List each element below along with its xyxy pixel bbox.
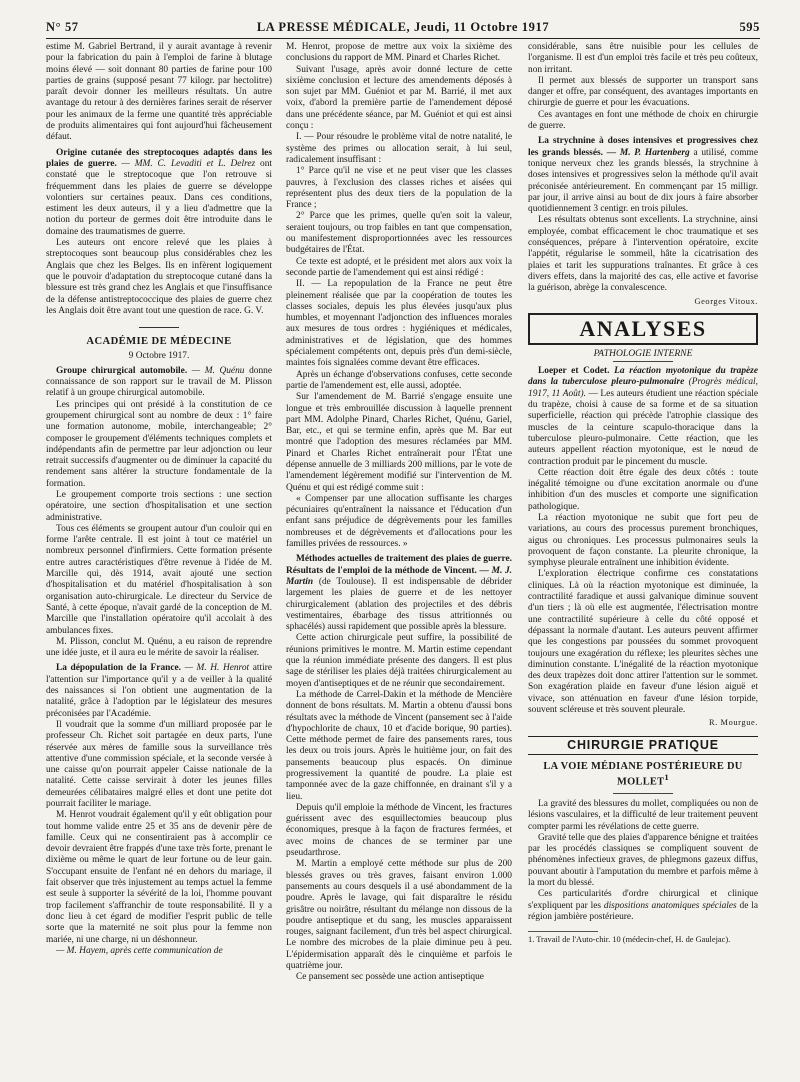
signature: G. V.	[244, 305, 264, 316]
paragraph: Ce pansement sec possède une action antiseptique	[296, 972, 484, 983]
footnote: 1. Travail de l'Auto-chir. 10 (médecin-chef, H. de Gaulejac).	[528, 935, 731, 945]
paragraph: « Compenser par une allocation suffisante les charges pécuniaires qu'entraînent la naissance et l'éducation d'un enfant sans préjudice de dégrèvements pour les familles nombreuses et de dégrèvements et d'allocations pour les familles privées de ressources. »	[286, 493, 512, 550]
paragraph: estime M. Gabriel Bertrand, il y aurait avantage à revenir pour la fabrication du pain à l'emploi de farine à blutage moins élevé — soit donnant 80 parties de farine pour 100 parties de grains (supposé pesant 77 kilogr. par hectolitre) paraît devoir donner les meilleurs résultats. Un autre avantage du retour à des dernières farines serait de réserver pour les animaux de la ferme une quantité très appréciable de produits alimentaires qui font aujourd'hui fâcheusement défaut.	[46, 42, 272, 143]
paragraph: Cette action chirurgicale peut suffire, la possibilité de réunions primitives le montre. M. Martin estime cependant que la réunion immédiate présente des dangers. Il est plus sage de stériliser les plaies déjà traitées chirurgicalement au moyen d'antiseptiques et de ne réunir que secondairement.	[286, 633, 512, 689]
article-groupe-chirurgical: Groupe chirurgical automobile. — M. Quénu donne connaissance de son rapport sur le travail de M. Plisson relatif à un groupe chirurgical automobile.	[46, 365, 272, 399]
paragraph: Gravité telle que des plaies d'apparence bénigne et traitées par les procédés classiques se compliquent souvent de phénomènes infectieux graves, de phlegmons gazeux diffus, pouvant aboutir à l'amputation du membre et parfois même à la mort du blessé.	[528, 832, 758, 889]
page-number: 595	[739, 20, 760, 34]
article-title: La réaction myotonique du trapèze dans la tuberculose pleuro-pulmonaire	[528, 366, 758, 388]
paragraph: M. Martin a employé cette méthode sur plus de 200 blessés graves ou très graves, faisant environ 1.000 pansements au cours desquels il a usé abondamment de la poudre. Après le lavage, qui fait disparaître le résidu grisâtre ou noirâtre, résultant du mélange non dissous de la poudre antiseptique et du sang, les muscles apparaissent rouges, saignant facilement, d'un très bel aspect chirurgical. Le nombre des microbes de la plaie diminue peu à peu. L'épidermisation apparaît dès le cinquième et parfois le quatrième jour.	[286, 859, 512, 972]
paragraph: II. — La repopulation de la France ne peut être pleinement réalisée que par la coopération de toutes les classes sociales, depuis les plus élevées jusqu'aux plus humbles, et moyennant l'adjonction des influences morales aux mesures de tous ordres : hygiéniques et médicales, administratives et de législation, que des hommes spécialement compétents ont, depuis près d'un demi-siècle, maintes fois signalées comme devant être efficaces.	[286, 279, 512, 369]
speaker-name: — M. Hayem, après cette communication de	[56, 945, 223, 956]
column-middle	[286, 42, 512, 1072]
paragraph: La méthode de Carrel-Dakin et la méthode de Mencière donnent de bons résultats. M. Martin a obtenu d'aussi bons résultats avec la méthode de Vincent (pansement sec à l'aide d'hypochlorite de chaux, 10 et d'acide borique, 90 parties). Cette méthode permet de faire des pansements rares, tous les deux ou trois jours. Après le huitième jour, on fait des pansements beaucoup plus espacés. On diminue progressivement la quantité de poudre. La plaie est tamponnée avec de la gaze chiffonnée, en drainant s'il y a lieu.	[286, 689, 512, 802]
footnote-marker: 1	[664, 772, 670, 783]
paragraph: Suivant l'usage, après avoir donné lecture de cette sixième conclusion et lecture des amendements déposés à son sujet par MM. Guéniot et par M. Barrié, il met aux voix, d'abord la première partie de l'amendement déposé dans une précédente séance, par M. Guéniot et qui est ainsi conçu :	[286, 64, 512, 132]
rubric-heading: PATHOLOGIE INTERNE	[528, 348, 758, 362]
page-header	[46, 16, 760, 39]
paragraph: La réaction myotonique ne subit que fort peu de variations, au cours des processus purement bronchiques, aigus ou chroniques. Les processus pulmonaires seuls la provoquent de façon constante. La pleurite chronique, la symphyse pleurale entraînent une inhibition évidente.	[528, 512, 758, 569]
article-title: La strychnine à doses intensives et progressives chez les grands blessés.	[528, 136, 758, 158]
session-date: 9 Octobre 1917.	[128, 351, 190, 362]
article-depopulation: La dépopulation de la France. — M. H. Henrot attire l'attention sur l'importance qu'il y a de veiller à la qualité des naissances si l'on obtient une augmentation de la natalité, grâce à l'adoption par le législateur des mesures préconisées par l'Académie.	[46, 663, 272, 719]
issue-number: N° 57	[46, 20, 79, 34]
article-origine-cutanee: Origine cutanée des streptocoques adaptés dans les plaies de guerre. — MM. C. Levaditi et L. Delrez ont constaté que le streptocoque que l'on retrouve si fréquemment dans les plaies de guerre se développe volontiers sur certaines peaux. Dans ces conditions, estiment les deux auteurs, il y a lieu d'admettre que la notion du porteur de germes doit être introduite dans le domaine des traumatismes de guerre.	[46, 147, 272, 237]
paragraph: M. Henrot voudrait également qu'il y eût obligation pour tout homme valide entre 25 et 35 ans de devenir père de famille. Ceux qui ne consentiraient pas à accomplir ce devoir devraient être frappés d'une taxe très forte, prenant le dixième ou même le quart de leur fortune ou de leur gain. S'occupant ensuite de l'enfant né en dehors du mariage, il fait observer que très injustement au temps actuel la femme est seule à supporter la sévérité de la loi, l'homme pouvant trop facilement s'affranchir de toute responsabilité. Il y a donc lieu à cet égard de modifier l'esprit public de telle sorte que la maternité ne soit plus pour la femme non mariée, ni une charge, ni un déshonneur.	[46, 810, 272, 945]
paragraph: Depuis qu'il emploie la méthode de Vincent, les fractures guérissent avec des esquillectomies beaucoup plus économiques, presque à la façon de fractures fermées, et avec moins de chances de se terminer par une pseudarthrose.	[286, 802, 512, 859]
paragraph: Les résultats obtenus sont excellents. La strychnine, ainsi employée, combat efficacement le choc traumatique et ses conséquences, prépare à l'intervention opératoire, excite l'appétit, régularise le sommeil, hâte la cicatrisation des plaies et tarit les suppurations traînantes. Et grâce à ces divers effets, dans la majorité des cas, elle active et favorise la guérison, abrège la convalescence.	[528, 215, 758, 294]
article-authors: — MM. C. Levaditi et L. Delrez	[116, 158, 256, 169]
article-authors: — M. H. Henrot	[181, 663, 250, 674]
paragraph: Les auteurs ont encore relevé que les plaies à streptocoques sont beaucoup plus considérables chez les Anglais que chez les Belges. Ils en infèrent logiquement que le pouvoir d'adaptation du streptocoque cutané dans la blessure est très grand chez les Anglais et que l'insuffisance de la défense antistreptococcique des plaies de guerre chez les Anglais doit être avant tout une question de race. G. V.	[46, 238, 272, 316]
paragraph: Il permet aux blessés de supporter un transport sans danger et offre, par conséquent, des avantages importants en chirurgie de guerre et pour les évacuations.	[528, 75, 758, 109]
paragraph: Ces avantages en font une méthode de choix en chirurgie de guerre.	[528, 109, 758, 132]
paragraph	[46, 946, 272, 957]
article-title: Méthodes actuelles de traitement des plaies de guerre. Résultats de l'emploi de la méthode de Vincent.	[286, 554, 512, 576]
section-banner-analyses: ANALYSES	[528, 313, 758, 345]
paragraph: Ce texte est adopté, et le président met alors aux voix la seconde partie de l'amendement qui est ainsi rédigé :	[286, 256, 512, 278]
article-strychnine: La strychnine à doses intensives et progressives chez les grands blessés. — M. P. Hartenberg a utilisé, comme tonique nerveux chez les grands blessés, la strychnine à doses intensives et progressives selon la méthode qu'il avait préconisée antérieurement. En commençant par 15 milligr. par jour, il arrive ainsi au bout de dix jours à faire absorber quotidiennement 3 centigr. en trois pilules.	[528, 136, 758, 215]
paragraph: 1° Parce qu'il ne vise et ne peut viser que les classes pauvres, à l'exclusion des classes riches et aisées qui représentent plus des deux tiers de la population de la France ;	[286, 166, 512, 211]
section-heading-academie: ACADÉMIE DE MÉDECINE	[46, 327, 272, 347]
article-reaction-myotonique: Loeper et Codet. La réaction myotonique du trapèze dans la tuberculose pleuro-pulmonaire (Progrès médical, 1917, 11 Août). — Les auteurs étudient une réaction spéciale du trapèze, choisi à cause de sa forme et de sa situation superficielle, réaction qui précède l'atrophie classique des muscles de la ceinture scapulo-thoracique dans la tuberculose pleuro-pulmonaire. Cette réaction, que les auteurs appellent réaction myotonique, est le nœud de contraction produit par le pincement du muscle.	[528, 366, 758, 467]
article-heading-voie-mediane: LA VOIE MÉDIANE POSTÉRIEURE DU MOLLET$^1$	[543, 760, 743, 788]
article-authors: — M. Quénu	[187, 365, 245, 376]
column-left	[46, 42, 272, 1072]
signature: Georges Vitoux.	[694, 296, 758, 306]
paragraph: L'exploration électrique confirme ces constatations cliniques. Là où la réaction myotonique est diminuée, la contractilité faradique et aussi galvanique diminue souvent d'un tiers ; là où elle est augmentée, l'électrisation montre une contractilité supérieure à celle du côté opposé et dépassant la normale d'autant. Les auteurs peuvent affirmer que les congestions par poussées du sommet provoquent toujours une exagération du réflexe; les pleurites sèches une diminution constante. L'inégalité de la réaction myotonique des deux trapèzes doit donc attirer l'attention sur le sommet. Son exagération plaide en faveur d'une lésion aiguë et vivace, son atténuation en faveur d'une lésion torpide, souvent scléreuse et très souvent pleurale.	[528, 569, 758, 716]
article-title: Origine cutanée des streptocoques adaptés dans les plaies de guerre.	[46, 147, 272, 169]
paragraph: M. Plisson, conclut M. Quénu, a eu raison de reprendre une idée juste, et il aura eu le mérite de savoir la réaliser.	[46, 636, 272, 659]
signature: R. Mourgue.	[708, 718, 758, 728]
paragraph: Les principes qui ont présidé à la constitution de ce groupement chirurgical sont au nombre de deux : 1° faire une formation autonome, mobile, interchangeable; 2° composer le groupement d'éléments techniques complets et indépendants afin de permettre par leur adjonction ou leur retrait successifs d'augmenter ou de diminuer la capacité du rendement sans altérer la structure fondamentale de la formation.	[46, 399, 272, 489]
paragraph: Il voudrait que la somme d'un milliard proposée par le professeur Ch. Richet soit partagée en deux parts, l'une réservée aux mères de famille sous la surveillance très attentive d'une commission spéciale, et la seconde versée à une caisse qu'on pourrait appeler Caisse nationale de la natalité. Cette caisse servirait à doter les jeunes filles demeurées célibataires malgré elles et dont une petite dot pourrait faciliter le mariage.	[46, 719, 272, 809]
article-source: (Progrès médical, 1917, 11 Août).	[528, 377, 758, 399]
article-title: La dépopulation de la France.	[56, 663, 182, 674]
running-title: LA PRESSE MÉDICALE, Jeudi, 11 Octobre 1917	[256, 20, 550, 34]
column-right	[528, 42, 758, 1072]
paragraph: Après un échange d'observations confuses, cette seconde partie de l'amendement est, elle aussi, adoptée.	[286, 369, 512, 391]
paragraph: M. Henrot, propose de mettre aux voix la sixième des conclusions du rapport de MM. Pinard et Charles Richet.	[286, 42, 512, 64]
article-authors: — M. P. Hartenberg	[602, 147, 690, 158]
paragraph: Le groupement comporte trois sections : une section opératoire, une section d'hospitalisation et une section administrative.	[46, 489, 272, 523]
paragraph: Cette réaction doit être égale des deux côtés : toute inégalité témoigne ou d'une excitation anormale ou d'une inhibition d'un des muscles et comporte une signification pathologique.	[528, 467, 758, 512]
paragraph: 2° Parce que les primes, quelle qu'en soit la valeur, seraient toujours, ou trop faibles en tant que compensation, ou manifestement disproportionnées avec les ressources budgétaires de l'État.	[286, 211, 512, 256]
paragraph: Tous ces éléments se groupent autour d'un couloir qui en forme l'arête centrale. Il est joint à tout ce matériel un nombreux personnel d'infirmiers. Cette formation présente entre autres caractéristiques d'être revenue à l'idée de M. Marcille qui, dès 1914, avait ajouté une section d'hospitalisation et du matériel d'hospitalisation à son organisation auto-chirurgicale. Le directeur du Service de Santé, à cette époque, n'avait gardé de la conception de M. Marcille que l'installation opératoire qu'il accolait à des ambulances fixes.	[46, 523, 272, 636]
article-methodes-traitement: Méthodes actuelles de traitement des plaies de guerre. Résultats de l'emploi de la méthode de Vincent. — M. J. Martin (de Toulouse). Il est indispensable de débrider largement les plaies de guerre et de les nettoyer chirurgicalement (ablation des projectiles et des débris vestimentaires, ébarbage des tissus attritionnés ou sphacélés) aussi rapidement que possible après la blessure.	[286, 554, 512, 633]
paragraph: Sur l'amendement de M. Barrié s'engage ensuite une longue et très embrouillée discussion à laquelle prennent part MM. Adolphe Pinard, Charles Richet, Quénu, Gariel, Bar, etc., et qui se termine enfin, après que M. Bar eut montré que l'adoption des mesures réclamées par MM. Pinard et Charles Richet entraînerait pour l'État une dépense annuelle de 3 milliards 200 millions, par le vote de l'amendement légèrement modifié sur l'intervention de M. Quénu et qui est rédigé comme suit :	[286, 392, 512, 493]
article-authors: — M. J. Martin	[286, 565, 512, 587]
paragraph: Ces particularités d'ordre chirurgical et clinique s'expliquent par les dispositions anatomiques spéciales de la région jambière postérieure.	[528, 889, 758, 922]
paragraph: La gravité des blessures du mollet, compliquées ou non de lésions vasculaires, et la difficulté de leur traitement peuvent compter parmi les révélations de cette guerre.	[528, 798, 758, 832]
article-title: Groupe chirurgical automobile.	[56, 365, 188, 376]
paragraph: considérable, sans être nuisible pour les cellules de l'organisme. Il est d'un emploi très facile et très peu coûteux, non irritant.	[528, 42, 758, 75]
paragraph: I. — Pour résoudre le problème vital de notre natalité, le système des primes ou allocation serait, à lui seul, radicalement insuffisant :	[286, 132, 512, 165]
section-banner-chirurgie: CHIRURGIE PRATIQUE	[528, 736, 758, 755]
article-authors: Loeper et Codet.	[538, 366, 610, 377]
